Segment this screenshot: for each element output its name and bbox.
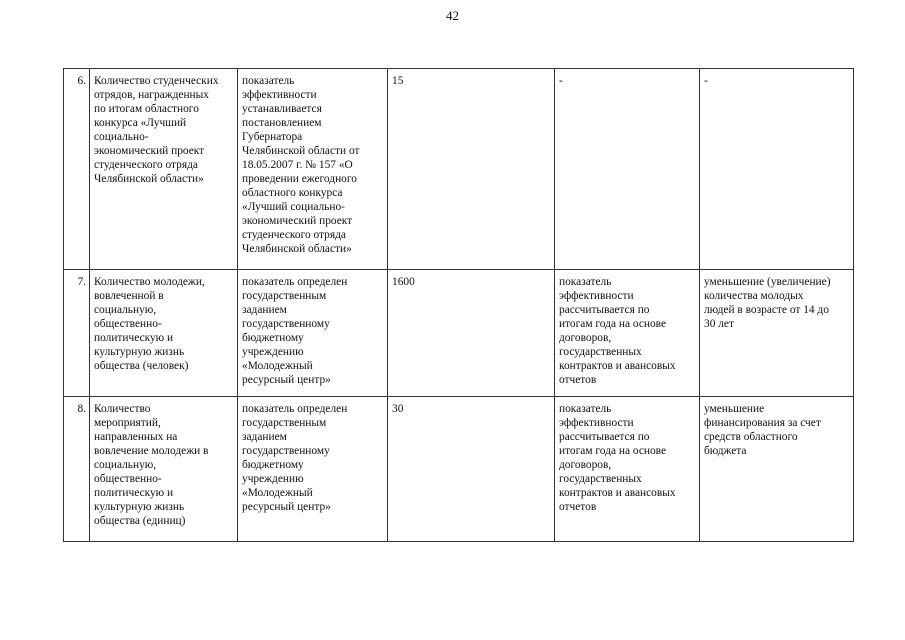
row-number: 6.: [64, 69, 90, 270]
table-row: [64, 69, 854, 270]
indicator-method: показатель эффективности рассчитывается по итогам года на основе договоров, государственных контрактов и авансовых отчетов: [555, 270, 700, 397]
indicator-value: 15: [388, 69, 555, 270]
indicator-impact: уменьшение (увеличение) количества молодых людей в возрасте от 14 до 30 лет: [700, 270, 854, 397]
indicator-impact: -: [700, 69, 854, 270]
indicator-value: 30: [388, 397, 555, 542]
row-number: 7.: [64, 270, 90, 397]
indicator-name: Количество студенческих отрядов, награжденных по итогам областного конкурса «Лучший социально- экономический проект студенческого отряда Челябинской области»: [90, 69, 238, 270]
table-row: [64, 397, 854, 542]
indicator-name: Количество мероприятий, направленных на вовлечение молодежи в социальную, общественно- политическую и культурную жизнь общества (единиц): [90, 397, 238, 542]
indicator-method: -: [555, 69, 700, 270]
row-number: 8.: [64, 397, 90, 542]
indicator-impact: уменьшение финансирования за счет средств областного бюджета: [700, 397, 854, 542]
indicator-basis: показатель определен государственным заданием государственному бюджетному учреждению «Молодежный ресурсный центр»: [238, 270, 388, 397]
table-row: [64, 270, 854, 397]
page-number: 42: [446, 8, 459, 23]
indicator-value: 1600: [388, 270, 555, 397]
indicator-name: Количество молодежи, вовлеченной в социальную, общественно- политическую и культурную жизнь общества (человек): [90, 270, 238, 397]
indicator-basis: показатель определен государственным заданием государственному бюджетному учреждению «Молодежный ресурсный центр»: [238, 397, 388, 542]
indicators-table: [63, 68, 854, 542]
indicator-method: показатель эффективности рассчитывается по итогам года на основе договоров, государственных контрактов и авансовых отчетов: [555, 397, 700, 542]
indicator-basis: показатель эффективности устанавливается постановлением Губернатора Челябинской области от 18.05.2007 г. № 157 «О проведении ежегодного областного конкурса «Лучший социально- экономический проект студенческого отряда Челябинской области»: [238, 69, 388, 270]
